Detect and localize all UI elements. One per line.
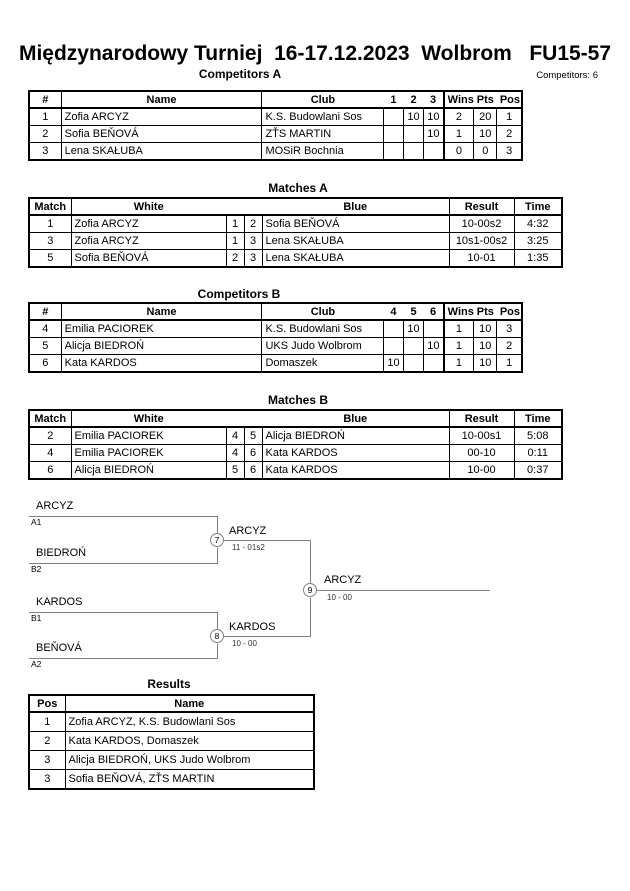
bracket-winner-name: ARCYZ <box>324 574 362 586</box>
col-header-match: Match <box>29 410 71 427</box>
result-name: Kata KARDOS, Domaszek <box>65 732 314 751</box>
result-name: Alicja BIEDROŃ, UKS Judo Wolbrom <box>65 751 314 770</box>
competitor-number: 2 <box>29 126 61 143</box>
col-header-name: Name <box>61 303 262 320</box>
score-cell <box>404 126 424 143</box>
table-matches-b <box>28 409 563 480</box>
col-header-number: # <box>29 91 61 108</box>
result-pos: 2 <box>29 732 65 751</box>
score-cell <box>404 143 424 161</box>
bracket-player-name: KARDOS <box>36 596 83 608</box>
wins-cell: 1 <box>444 355 474 373</box>
col-header-pos: Pos <box>29 695 65 712</box>
blue-number: 6 <box>244 445 262 462</box>
competitor-row <box>29 143 522 161</box>
score-cell: 10 <box>404 320 424 338</box>
time-cell: 0:11 <box>514 445 562 462</box>
match-number: 2 <box>29 427 71 445</box>
match-row <box>29 445 562 462</box>
section-title-results: Results <box>147 677 191 691</box>
table-competitors-b <box>28 302 523 373</box>
blue-number: 6 <box>244 462 262 480</box>
competitor-name: Lena SKAŁUBA <box>61 143 262 161</box>
col-header-pos: Pos <box>497 303 522 320</box>
col-header-time: Time <box>514 410 562 427</box>
col-header-opp6: 6 <box>424 303 444 320</box>
competitor-row <box>29 320 522 338</box>
wins-cell: 1 <box>444 320 474 338</box>
pts-cell: 10 <box>474 355 497 373</box>
col-header-time: Time <box>514 198 562 215</box>
bracket-player-name: BEŇOVÁ <box>36 642 82 654</box>
bracket-match-result: 10 - 00 <box>327 593 352 602</box>
blue-name: Kata KARDOS <box>262 445 449 462</box>
pos-cell: 1 <box>497 355 522 373</box>
white-number: 1 <box>226 233 244 250</box>
result-row <box>29 770 314 790</box>
score-cell <box>383 108 403 126</box>
competitor-number: 3 <box>29 143 61 161</box>
pos-cell: 2 <box>497 338 522 355</box>
score-cell <box>404 338 424 355</box>
pos-cell: 1 <box>497 108 522 126</box>
competitor-number: 6 <box>29 355 61 373</box>
col-header-result: Result <box>449 198 514 215</box>
score-cell <box>424 355 444 373</box>
competitor-name: Sofia BEŇOVÁ <box>61 126 262 143</box>
col-header-club: Club <box>262 91 383 108</box>
col-header-spacer <box>226 410 244 427</box>
result-cell: 10-00 <box>449 462 514 480</box>
score-cell <box>404 355 424 373</box>
match-row <box>29 233 562 250</box>
white-number: 5 <box>226 462 244 480</box>
col-header-pts: Pts <box>474 91 497 108</box>
bracket-seed-label: B2 <box>31 564 42 574</box>
bracket-match-circle: 9 <box>303 583 317 597</box>
competitor-number: 1 <box>29 108 61 126</box>
col-header-pos: Pos <box>497 91 522 108</box>
time-cell: 0:37 <box>514 462 562 480</box>
col-header-number: # <box>29 303 61 320</box>
bracket-player-name: BIEDROŃ <box>36 547 87 559</box>
page-title: Międzynarodowy Turniej 16-17.12.2023 Wolbrom FU15-57 <box>18 42 612 65</box>
white-name: Emilia PACIOREK <box>71 445 226 462</box>
bracket-match-result: 11 - 01s2 <box>232 543 265 552</box>
blue-name: Lena SKAŁUBA <box>262 250 449 268</box>
pts-cell: 10 <box>474 320 497 338</box>
header-row <box>29 695 314 712</box>
blue-name: Sofia BEŇOVÁ <box>262 215 449 233</box>
col-header-spacer <box>226 198 244 215</box>
col-header-spacer <box>244 198 262 215</box>
competitor-club: MOSiR Bochnia <box>262 143 383 161</box>
match-number: 6 <box>29 462 71 480</box>
match-row <box>29 215 562 233</box>
bracket-seed-label: A2 <box>31 659 42 669</box>
competitor-club: Domaszek <box>262 355 383 373</box>
bracket-seed-label: A1 <box>31 517 42 527</box>
competitor-name: Zofia ARCYZ <box>61 108 262 126</box>
blue-name: Lena SKAŁUBA <box>262 233 449 250</box>
col-header-name: Name <box>65 695 314 712</box>
result-cell: 10s1-00s2 <box>449 233 514 250</box>
bracket-match-result: 10 - 00 <box>232 639 257 648</box>
result-row <box>29 732 314 751</box>
table-competitors-a <box>28 90 523 161</box>
col-header-name: Name <box>61 91 262 108</box>
result-row <box>29 751 314 770</box>
col-header-club: Club <box>262 303 383 320</box>
wins-cell: 2 <box>444 108 474 126</box>
time-cell: 3:25 <box>514 233 562 250</box>
competitor-name: Kata KARDOS <box>61 355 262 373</box>
col-header-spacer <box>244 410 262 427</box>
blue-number: 3 <box>244 233 262 250</box>
col-header-blue: Blue <box>262 198 449 215</box>
col-header-opp3: 3 <box>424 91 444 108</box>
competitor-club: UKS Judo Wolbrom <box>262 338 383 355</box>
table-matches-a <box>28 197 563 268</box>
bracket-seed-label: B1 <box>31 613 42 623</box>
col-header-white: White <box>71 198 226 215</box>
blue-name: Alicja BIEDROŃ <box>262 427 449 445</box>
section-title-competitors-a: Competitors A <box>198 67 282 81</box>
pts-cell: 0 <box>474 143 497 161</box>
score-cell: 10 <box>424 108 444 126</box>
competitor-name: Alicja BIEDROŃ <box>61 338 262 355</box>
pos-cell: 2 <box>497 126 522 143</box>
score-cell <box>383 338 403 355</box>
competitor-club: K.S. Budowlani Sos <box>262 320 383 338</box>
pts-cell: 10 <box>474 338 497 355</box>
white-number: 1 <box>226 215 244 233</box>
col-header-opp1: 1 <box>383 91 403 108</box>
result-name: Zofia ARCYZ, K.S. Budowlani Sos <box>65 712 314 732</box>
wins-cell: 0 <box>444 143 474 161</box>
pos-cell: 3 <box>497 320 522 338</box>
result-name: Sofia BEŇOVÁ, ZŤS MARTIN <box>65 770 314 790</box>
match-row <box>29 427 562 445</box>
result-pos: 1 <box>29 712 65 732</box>
white-number: 4 <box>226 427 244 445</box>
score-cell <box>424 143 444 161</box>
result-cell: 00-10 <box>449 445 514 462</box>
score-cell: 10 <box>424 126 444 143</box>
col-header-wins: Wins <box>444 303 474 320</box>
time-cell: 5:08 <box>514 427 562 445</box>
col-header-blue: Blue <box>262 410 449 427</box>
pts-cell: 10 <box>474 126 497 143</box>
match-number: 3 <box>29 233 71 250</box>
blue-number: 3 <box>244 250 262 268</box>
white-name: Sofia BEŇOVÁ <box>71 250 226 268</box>
match-row <box>29 250 562 268</box>
white-name: Zofia ARCYZ <box>71 233 226 250</box>
score-cell: 10 <box>383 355 403 373</box>
result-pos: 3 <box>29 770 65 790</box>
white-name: Alicja BIEDROŃ <box>71 462 226 480</box>
header-row <box>29 91 522 108</box>
wins-cell: 1 <box>444 338 474 355</box>
blue-name: Kata KARDOS <box>262 462 449 480</box>
bracket-winner-name: KARDOS <box>229 621 276 633</box>
competitor-number: 4 <box>29 320 61 338</box>
result-pos: 3 <box>29 751 65 770</box>
blue-number: 5 <box>244 427 262 445</box>
col-header-match: Match <box>29 198 71 215</box>
white-number: 4 <box>226 445 244 462</box>
col-header-opp2: 2 <box>404 91 424 108</box>
white-number: 2 <box>226 250 244 268</box>
bracket-match-circle: 8 <box>210 629 224 643</box>
section-title-matches-a: Matches A <box>268 181 328 195</box>
result-row <box>29 712 314 732</box>
section-title-matches-b: Matches B <box>267 393 329 407</box>
time-cell: 1:35 <box>514 250 562 268</box>
col-header-wins: Wins <box>444 91 474 108</box>
white-name: Emilia PACIOREK <box>71 427 226 445</box>
wins-cell: 1 <box>444 126 474 143</box>
bracket-match-circle: 7 <box>210 533 224 547</box>
score-cell <box>383 143 403 161</box>
match-number: 5 <box>29 250 71 268</box>
match-row <box>29 462 562 480</box>
score-cell: 10 <box>404 108 424 126</box>
match-number: 1 <box>29 215 71 233</box>
competitor-row <box>29 108 522 126</box>
score-cell <box>383 320 403 338</box>
competitor-name: Emilia PACIOREK <box>61 320 262 338</box>
pos-cell: 3 <box>497 143 522 161</box>
section-title-competitors-b: Competitors B <box>197 287 281 301</box>
match-number: 4 <box>29 445 71 462</box>
score-cell <box>383 126 403 143</box>
col-header-result: Result <box>449 410 514 427</box>
time-cell: 4:32 <box>514 215 562 233</box>
competitor-row <box>29 338 522 355</box>
col-header-opp5: 5 <box>404 303 424 320</box>
pts-cell: 20 <box>474 108 497 126</box>
col-header-white: White <box>71 410 226 427</box>
result-cell: 10-00s1 <box>449 427 514 445</box>
blue-number: 2 <box>244 215 262 233</box>
competitors-count: Competitors: 6 <box>536 70 598 81</box>
competitor-row <box>29 126 522 143</box>
competitor-club: ZŤS MARTIN <box>262 126 383 143</box>
competitor-number: 5 <box>29 338 61 355</box>
bracket-winner-name: ARCYZ <box>229 525 267 537</box>
header-row <box>29 303 522 320</box>
col-header-opp4: 4 <box>383 303 403 320</box>
col-header-pts: Pts <box>474 303 497 320</box>
header-row <box>29 410 562 427</box>
score-cell: 10 <box>424 338 444 355</box>
competitor-row <box>29 355 522 373</box>
header-row <box>29 198 562 215</box>
result-cell: 10-01 <box>449 250 514 268</box>
table-results <box>28 694 315 790</box>
score-cell <box>424 320 444 338</box>
result-cell: 10-00s2 <box>449 215 514 233</box>
competitor-club: K.S. Budowlani Sos <box>262 108 383 126</box>
white-name: Zofia ARCYZ <box>71 215 226 233</box>
bracket-player-name: ARCYZ <box>36 500 74 512</box>
